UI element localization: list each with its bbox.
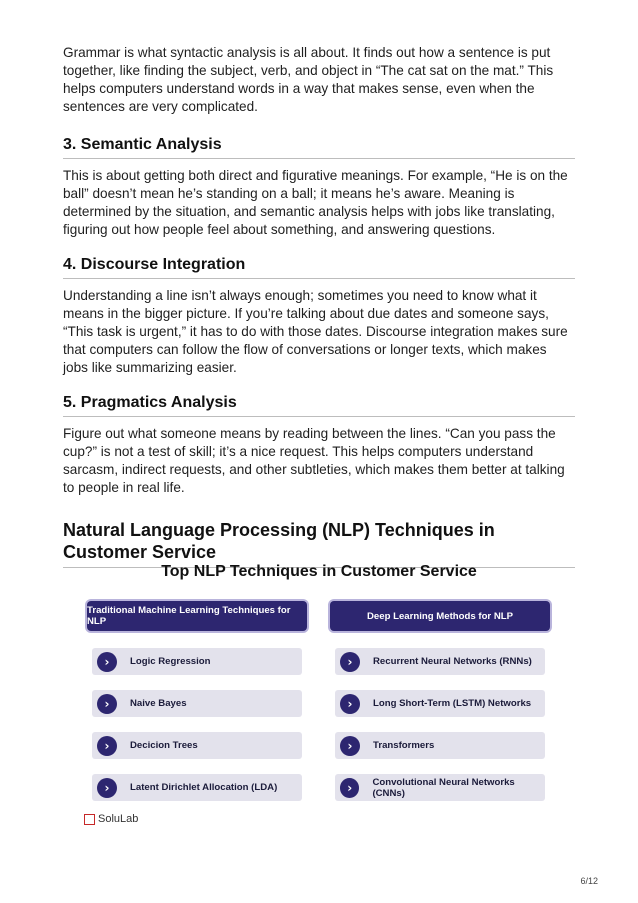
logo-text: SoluLab bbox=[98, 813, 139, 825]
technique-label: Recurrent Neural Networks (RNNs) bbox=[373, 656, 532, 667]
chevron-right-icon: › bbox=[97, 778, 117, 798]
pragmatics-heading: 5. Pragmatics Analysis bbox=[63, 394, 575, 417]
technique-label: Naive Bayes bbox=[130, 698, 187, 709]
solulab-logo bbox=[84, 813, 138, 825]
chevron-right-icon: › bbox=[340, 694, 360, 714]
list-item bbox=[335, 774, 545, 801]
technique-label: Decicion Trees bbox=[130, 740, 198, 751]
traditional-ml-header: Traditional Machine Learning Techniques for NLP bbox=[87, 601, 307, 631]
document-body bbox=[63, 44, 575, 568]
solulab-logo-icon bbox=[84, 814, 95, 825]
discourse-heading: 4. Discourse Integration bbox=[63, 256, 575, 279]
technique-label: Logic Regression bbox=[130, 656, 211, 667]
list-item bbox=[335, 648, 545, 675]
technique-label: Transformers bbox=[373, 740, 435, 751]
page-number: 6/12 bbox=[580, 876, 598, 886]
chevron-right-icon: › bbox=[340, 778, 359, 798]
discourse-paragraph: Understanding a line isn’t always enough; sometimes you need to know what it means in the bigger picture. If you’re talking about due dates and someone says, “This task is urgent,” it has to do with those dates. Discourse integration makes sure that computers can follow the flow of conversations or longer texts, which makes jobs like summarizing easier. bbox=[63, 288, 568, 375]
list-item bbox=[335, 690, 545, 717]
semantic-heading: 3. Semantic Analysis bbox=[63, 136, 575, 159]
technique-label: Long Short-Term (LSTM) Networks bbox=[373, 698, 532, 709]
infographic-title: Top NLP Techniques in Customer Service bbox=[161, 563, 477, 580]
technique-label: Convolutional Neural Networks (CNNs) bbox=[372, 776, 515, 799]
list-item bbox=[92, 648, 302, 675]
technique-label: Latent Dirichlet Allocation (LDA) bbox=[130, 782, 278, 793]
deep-learning-header: Deep Learning Methods for NLP bbox=[330, 601, 550, 631]
semantic-paragraph: This is about getting both direct and figurative meanings. For example, “He is on the ball” doesn’t mean he’s standing on a ball; it means he’s aware. Meaning is determined by the situation, and semantic analysis helps with jobs like translating, figuring out how people feel about something, and answering questions. bbox=[63, 168, 568, 237]
nlp-techniques-heading: Natural Language Processing (NLP) Techniques in Customer Service bbox=[63, 519, 575, 568]
list-item bbox=[92, 774, 302, 801]
chevron-right-icon: › bbox=[340, 652, 360, 672]
pragmatics-paragraph: Figure out what someone means by reading between the lines. “Can you pass the cup?” is not a test of skill; it’s a nice request. This helps computers understand sarcasm, indirect requests, and other subtleties, which makes them better at talking to people in real life. bbox=[63, 426, 565, 495]
list-item bbox=[92, 690, 302, 717]
nlp-infographic bbox=[0, 545, 638, 845]
syntax-paragraph: Grammar is what syntactic analysis is all about. It finds out how a sentence is put together, like finding the subject, verb, and object in “The cat sat on the mat.” This helps computers understand words in a way that makes sense, even when the sentences are very complicated. bbox=[63, 45, 554, 114]
list-item bbox=[92, 732, 302, 759]
chevron-right-icon: › bbox=[97, 694, 117, 714]
chevron-right-icon: › bbox=[97, 652, 117, 672]
chevron-right-icon: › bbox=[97, 736, 117, 756]
chevron-right-icon: › bbox=[340, 736, 360, 756]
list-item bbox=[335, 732, 545, 759]
